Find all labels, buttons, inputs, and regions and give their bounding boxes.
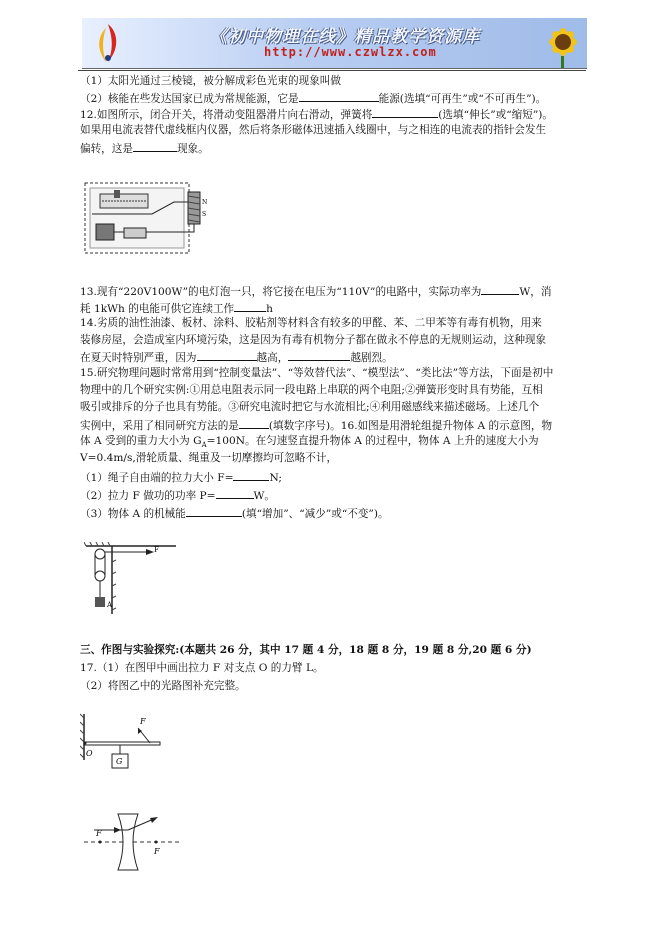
q12-line2: 如果用电流表替代虚线框内仪器，然后将条形磁体迅速插入线圈中，与之相连的电流表的指针会发生: [80, 124, 547, 136]
q11-part1: （1）太阳光通过三棱镜，被分解成彩色光束的现象叫做: [80, 75, 341, 87]
lever-f-label: F: [140, 717, 146, 726]
lens-figure: [84, 810, 180, 876]
q17-part1: 17.（1）在图甲中画出拉力 F 对支点 O 的力臂 L。: [80, 662, 324, 674]
pulley-f-label: F: [154, 546, 159, 554]
coil-s-label: S: [202, 211, 207, 218]
coil-n-label: N: [202, 199, 208, 206]
q16-line2: V=0.4m/s,滑轮质量、绳重及一切摩擦均可忽略不计，: [80, 452, 338, 464]
q16-part1: （1）绳子自由端的拉力大小 F= N;: [80, 472, 282, 484]
q15-line3: 吸引或排斥的分子也具有势能。③研究电流时把它与水流相比;④利用磁感线来描述磁场。上述几个: [80, 401, 540, 413]
q14-line3: 在夏天时特别严重，因为 越高， 越剧烈。: [80, 352, 393, 364]
q14-line2: 装修房屋，会造成室内环境污染，这是因为有毒有机物分子都在做永不停息的无规则运动，这种现象: [80, 334, 547, 346]
q16-part3: （3）物体 A 的机械能 (填“增加”、“减少”或“不变”)。: [80, 508, 389, 520]
circuit-figure: [84, 182, 208, 254]
lever-figure: [80, 712, 172, 774]
header-rule: [78, 70, 586, 71]
q15-line2: 物理中的几个研究实例:①用总电阻表示同一段电路上串联的两个电阻;②弹簧形变时具有势能，互相: [80, 384, 543, 396]
q12-line1: 12.如图所示，闭合开关，将滑动变阻器滑片向右滑动，弹簧将 (选填“伸长”或“缩短”)。: [80, 109, 553, 121]
sunflower-icon: [531, 18, 587, 68]
lens-f-right-label: F: [154, 847, 160, 856]
q14-line1: 14.劣质的油性油漆、板材、涂料、胶粘剂等材料含有较多的甲醛、苯、二甲苯等有毒有机物，用来: [80, 317, 542, 329]
section3-heading: 三、作图与实验探究:(本题共 26 分，其中 17 题 4 分，18 题 8 分，19 题 8 分,20 题 6 分): [80, 644, 532, 656]
pulley-figure: [84, 542, 180, 616]
header-banner: [82, 18, 587, 69]
site-logo: [92, 22, 124, 64]
q12-line3: 偏转，这是 现象。: [80, 143, 209, 155]
q11-part2: （2）核能在些发达国家已成为常规能源，它是 能源(选填“可再生”或“不可再生”)。: [80, 93, 547, 105]
banner-title: 《初中物理在线》精品教学资源库: [210, 27, 480, 47]
lever-g-label: G: [116, 757, 123, 766]
q13-line1: 13.现有“220V100W”的电灯泡一只，将它接在电压为“110V”的电路中，实际功率为 W，消: [80, 286, 552, 298]
lens-f-left-label: F: [96, 829, 102, 838]
q16-part2: （2）拉力 F 做功的功率 P= W。: [80, 490, 276, 502]
lever-o-label: O: [86, 749, 93, 758]
q13-line2: 耗 1kWh 的电能可供它连续工作 h: [80, 303, 273, 315]
q15-line4: 实例中，采用了相同研究方法的是 (填数字序号)。16.如图是用滑轮组提升物体 A 的示意图，物: [80, 420, 553, 432]
q16-line1: 体 A 受到的重力大小为 $G_A=100N$。在匀速竖直提升物体 A 的过程中，物体 A 上升的速度大小为: [80, 435, 539, 450]
q15-line1: 15.研究物理问题时常常用到“控制变量法”、“等效替代法”、“模型法”、“类比法”等方法，下面是初中: [80, 367, 554, 379]
banner-url: http://www.czwlzx.com: [264, 45, 437, 59]
q17-part2: （2）将图乙中的光路图补充完整。: [80, 680, 246, 692]
pulley-a-label: A: [107, 601, 113, 609]
